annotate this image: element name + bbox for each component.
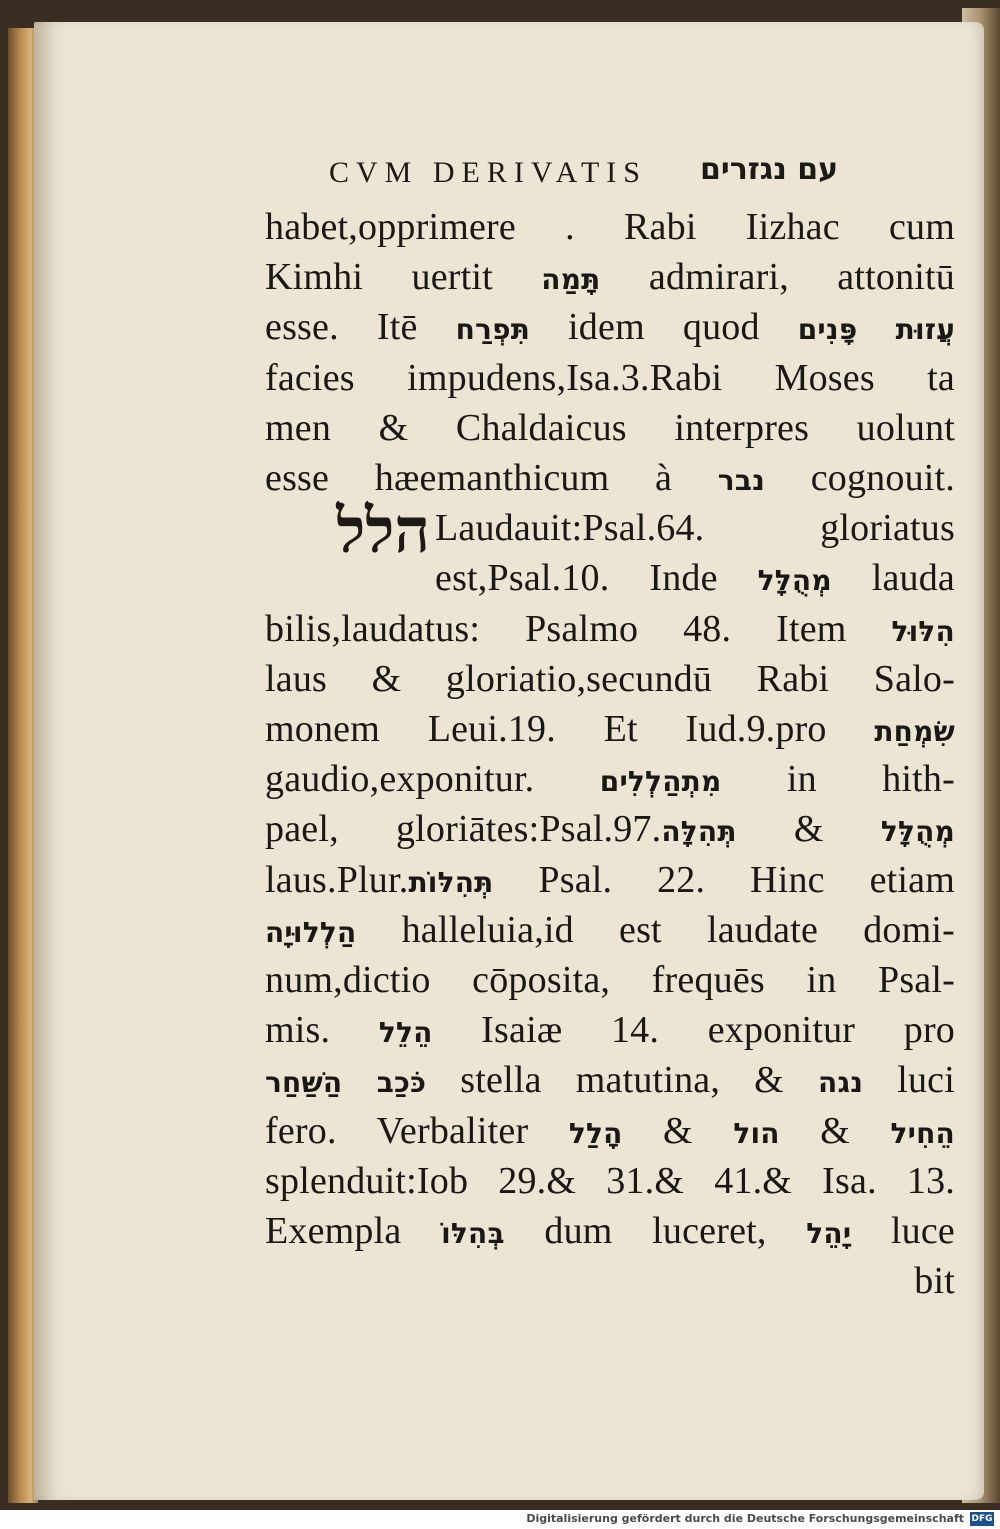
hebrew-word: הֵחִיל xyxy=(890,1116,955,1150)
latin-text: pael, gloriātes:Psal.97. xyxy=(265,808,662,851)
running-head-latin: CVM DERIVATIS xyxy=(329,156,647,189)
text-line xyxy=(265,1106,955,1156)
text-line xyxy=(435,503,955,553)
hebrew-word: הֵלֵל xyxy=(378,1016,433,1050)
latin-text: facies impudens,Isa.3.Rabi Moses ta xyxy=(265,356,955,399)
text-line xyxy=(265,955,955,1005)
latin-text: & xyxy=(622,1109,734,1152)
hebrew-word: מְהֻלָּל xyxy=(757,564,832,598)
latin-text: Kimhi uertit xyxy=(265,256,542,299)
hebrew-word: יָהֵל xyxy=(806,1217,852,1250)
text-line xyxy=(265,855,955,905)
text-line xyxy=(265,302,955,352)
dfg-logo: DFG xyxy=(971,1514,993,1524)
hebrew-word: הִלּוּל xyxy=(891,614,955,648)
hebrew-word: תְּהִלּוֹת xyxy=(408,865,494,899)
hebrew-word: תָּמַה xyxy=(541,263,601,297)
latin-text: luce xyxy=(851,1210,955,1252)
hebrew-word: מִתְהַלְלִים xyxy=(599,765,722,799)
latin-text: esse. Itē xyxy=(265,306,456,349)
latin-text: fero. Verbaliter xyxy=(265,1109,569,1152)
latin-text: men & Chaldaicus interpres uolunt xyxy=(265,406,955,449)
text-line xyxy=(265,804,955,854)
latin-text: splenduit:Iob 29.& 31.& 41.& Isa. 13. xyxy=(265,1159,955,1202)
latin-text: laus.Plur. xyxy=(265,858,409,901)
latin-text: in hith- xyxy=(721,758,955,801)
text-line xyxy=(265,353,955,403)
hebrew-word: הַלְלוּיָה xyxy=(265,915,357,949)
text-line xyxy=(265,202,955,252)
latin-text: cognouit. xyxy=(765,457,955,499)
running-head-hebrew: עם נגזרים xyxy=(700,152,839,187)
latin-text: dum luceret, xyxy=(504,1210,807,1252)
hebrew-word: הָלַל xyxy=(568,1116,623,1150)
latin-text: est,Psal.10. Inde xyxy=(435,557,758,600)
hebrew-word: בְּהִלּוֹ xyxy=(441,1217,505,1250)
latin-text: monem Leui.19. Et Iud.9.pro xyxy=(265,708,875,750)
text-line xyxy=(265,1256,955,1306)
hebrew-word: כֹּכַב הַשַּׁחַר xyxy=(265,1066,427,1100)
latin-text: Laudauit:Psal.64. gloriatus xyxy=(435,507,955,550)
text-line xyxy=(265,754,955,804)
text-line xyxy=(265,403,955,453)
latin-text: stella matutina, & xyxy=(426,1059,819,1102)
latin-text: & xyxy=(736,808,881,851)
hebrew-word: הול xyxy=(733,1116,780,1150)
latin-text: laus & gloriatio,secundū Rabi Salo- xyxy=(265,657,955,700)
text-line xyxy=(265,1005,955,1055)
latin-text: gaudio,exponitur. xyxy=(265,758,600,801)
latin-text: & xyxy=(779,1109,891,1152)
text-line xyxy=(265,704,955,754)
text-line xyxy=(265,252,955,302)
running-head xyxy=(329,150,869,196)
hebrew-word: שִׂמְחַת xyxy=(874,715,955,748)
latin-text: lauda xyxy=(831,557,955,600)
text-line xyxy=(265,1206,955,1256)
text-line xyxy=(435,553,955,603)
latin-text: Isaiæ 14. exponitur pro xyxy=(432,1009,955,1052)
text-line xyxy=(265,453,955,503)
hebrew-word: נבר xyxy=(717,464,766,497)
latin-text: bit xyxy=(914,1260,955,1303)
latin-text: Exempla xyxy=(265,1210,442,1252)
latin-text: halleluia,id est laudate domi- xyxy=(356,908,955,951)
lemma-headword: הלל xyxy=(336,494,430,567)
digitization-credit: Digitalisierung gefördert durch die Deutsche Forschungsgemeinschaft xyxy=(526,1512,964,1525)
latin-text: habet,opprimere . Rabi Iizhac cum xyxy=(265,206,955,248)
text-line xyxy=(265,604,955,654)
latin-text: mis. xyxy=(265,1009,379,1052)
latin-text: bilis,laudatus: Psalmo 48. Item xyxy=(265,607,892,650)
latin-text: num,dictio cōposita, frequēs in Psal- xyxy=(265,959,955,1001)
text-line xyxy=(265,905,955,955)
latin-text: luci xyxy=(863,1059,955,1102)
hebrew-word: תִּפְרַח xyxy=(455,313,531,347)
text-line xyxy=(265,1055,955,1105)
latin-text: esse hæemanthicum à xyxy=(265,457,718,499)
hebrew-word: עֲזוּת פָּנִים xyxy=(797,313,956,347)
latin-text: admirari, attonitū xyxy=(600,256,955,299)
text-line xyxy=(265,654,955,704)
hebrew-word: מְהֻלָּל xyxy=(880,815,955,849)
text-line xyxy=(265,1156,955,1206)
hebrew-word: נגה xyxy=(818,1066,864,1100)
latin-text: Psal. 22. Hinc etiam xyxy=(493,858,955,901)
latin-text: idem quod xyxy=(530,306,798,349)
hebrew-word: תְּהִלָּה xyxy=(661,815,737,849)
